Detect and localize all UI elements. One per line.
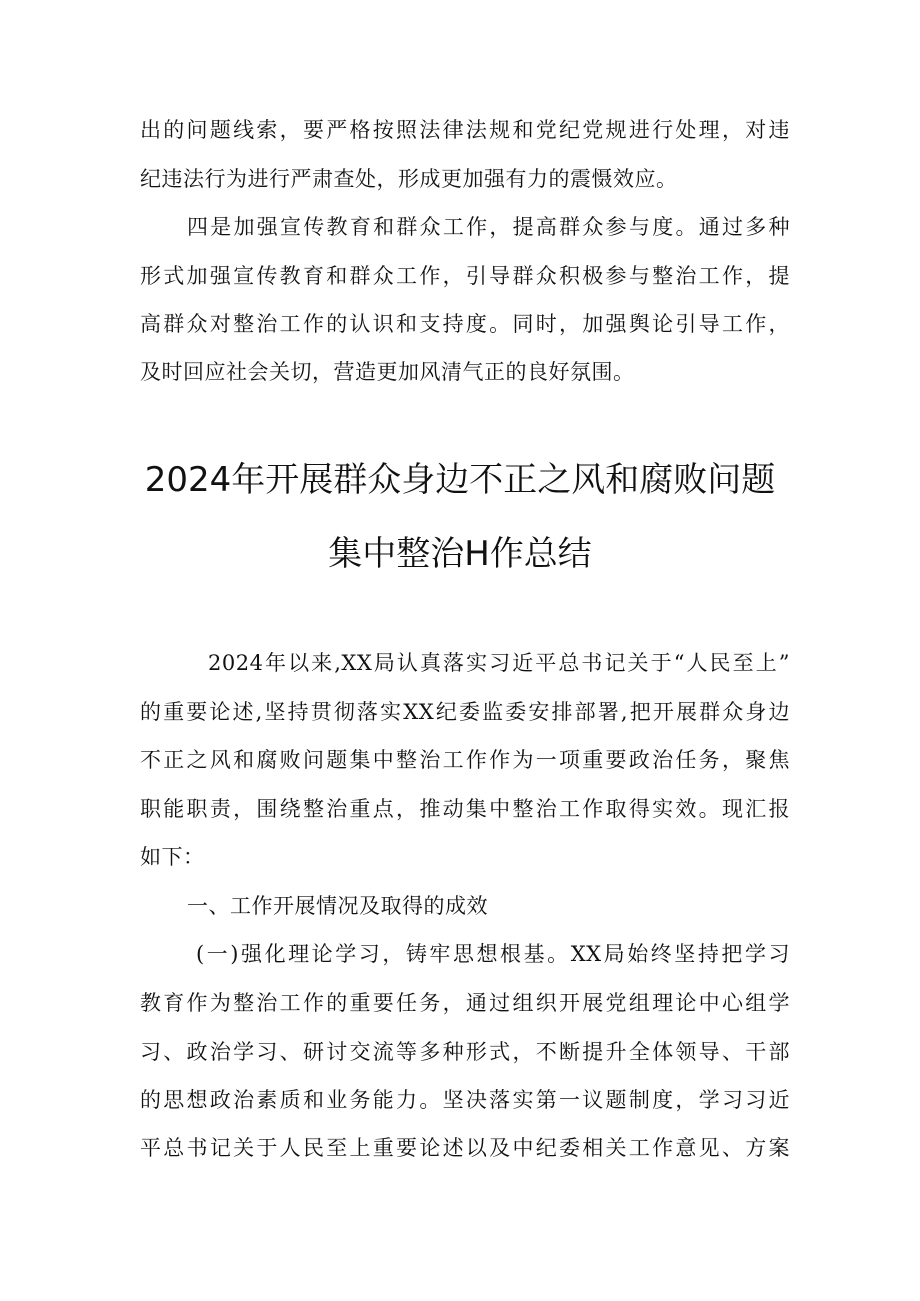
paragraph-line: 如下： — [140, 845, 205, 869]
paragraph-line: 四是加强宣传教育和群众工作，提高群众参与度。通过多种 — [187, 215, 790, 239]
paragraph-line: (一)强化理论学习，铸牢思想根基。XX局始终坚持把学习 — [196, 942, 790, 966]
paragraph-line: 2024年以来,XX局认真落实习近平总书记关于“人民至上” — [208, 651, 790, 675]
paragraph-line: 的重要论述,坚持贯彻落实XX纪委监委安排部署,把开展群众身边 — [140, 700, 790, 724]
paragraph-line: 平总书记关于人民至上重要论述以及中纪委相关工作意见、方案 — [140, 1136, 790, 1160]
paragraph-line: 及时回应社会关切，营造更加风清气正的良好氛围。 — [140, 360, 635, 384]
paragraph-line: 高群众对整治工作的认识和支持度。同时，加强舆论引导工作， — [140, 312, 790, 336]
paragraph-line: 形式加强宣传教育和群众工作，引导群众积极参与整治工作，提 — [140, 264, 790, 288]
section-heading: 一、工作开展情况及取得的成效 — [187, 894, 488, 918]
paragraph-line: 纪违法行为进行严肃查处，形成更加强有力的震慑效应。 — [140, 167, 678, 191]
paragraph-line: 出的问题线索，要严格按照法律法规和党纪党规进行处理，对违 — [140, 118, 790, 142]
document-title-line-2: 集中整治H作总结 — [328, 534, 592, 574]
paragraph-line: 职能职责，围绕整治重点，推动集中整治工作取得实效。现汇报 — [140, 797, 790, 821]
document-title-line-1: 2024年开展群众身边不正之风和腐败问题 — [144, 460, 776, 500]
paragraph-line: 的思想政治素质和业务能力。坚决落实第一议题制度，学习习近 — [140, 1088, 790, 1112]
paragraph-line: 不正之风和腐败问题集中整治工作作为一项重要政治任务，聚焦 — [140, 748, 790, 772]
paragraph-line: 教育作为整治工作的重要任务，通过组织开展党组理论中心组学 — [140, 991, 790, 1015]
paragraph-line: 习、政治学习、研讨交流等多种形式，不断提升全体领导、干部 — [140, 1040, 790, 1064]
